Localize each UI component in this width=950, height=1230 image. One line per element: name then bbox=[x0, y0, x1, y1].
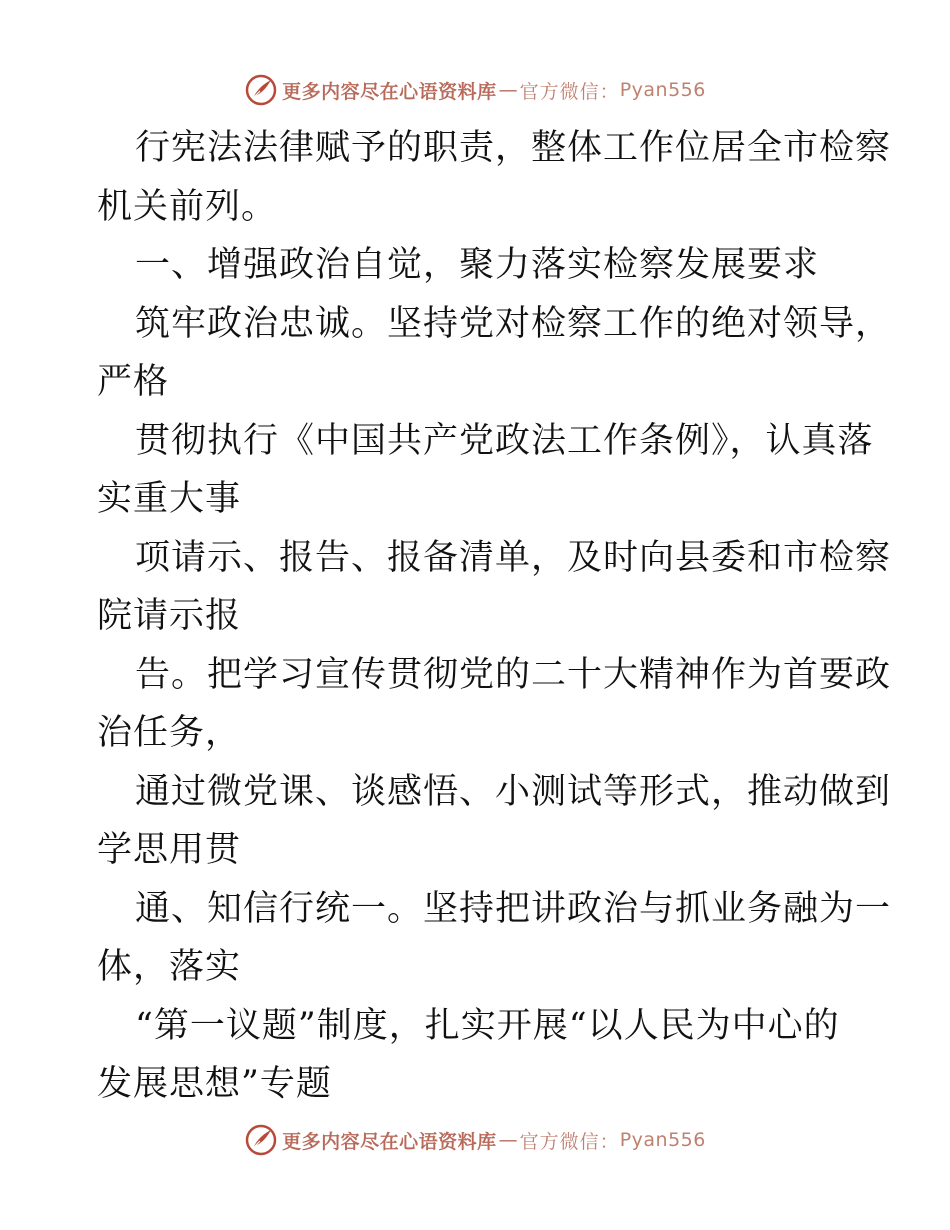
banner-separator: — bbox=[498, 1129, 518, 1151]
text-line: 项请示、报告、报备清单，及时向县委和市检察 bbox=[135, 537, 892, 578]
banner-wechat-label: 官方微信： bbox=[519, 80, 620, 103]
quill-logo-icon bbox=[244, 73, 278, 107]
quill-logo-icon bbox=[244, 1123, 278, 1157]
text-line: 学思用贯 bbox=[97, 830, 242, 870]
footer-watermark-banner bbox=[0, 1120, 950, 1160]
text-line: 发展思想”专题 bbox=[97, 1064, 332, 1104]
banner-separator: — bbox=[498, 79, 518, 101]
text-line: 通过微党课、谈感悟、小测试等形式，推动做到 bbox=[135, 771, 892, 812]
banner-wechat-id: Pyan556 bbox=[619, 1129, 706, 1151]
text-line: 院请示报 bbox=[97, 596, 242, 636]
banner-main-text: 更多内容尽在心语资料库 bbox=[282, 1130, 497, 1153]
text-line: 行宪法法律赋予的职责，整体工作位居全市检察 bbox=[135, 128, 892, 168]
text-line: 通、知信行统一。坚持把讲政治与抓业务融为一 bbox=[135, 888, 892, 929]
text-line: 实重大事 bbox=[97, 479, 242, 519]
text-line: 治任务， bbox=[97, 713, 242, 753]
header-watermark-banner bbox=[0, 70, 950, 110]
banner-wechat-id: Pyan556 bbox=[619, 79, 706, 101]
text-line: 机关前列。 bbox=[97, 186, 278, 227]
text-line: 严格 bbox=[97, 362, 170, 402]
text-line: 告。把学习宣传贯彻党的二十大精神作为首要政 bbox=[135, 654, 892, 695]
section-heading: 一、增强政治自觉，聚力落实检察发展要求 bbox=[135, 245, 820, 285]
text-line: “第一议题”制度，扎实开展“以人民为中心的 bbox=[135, 1005, 840, 1046]
text-line: 贯彻执行《中国共产党政法工作条例》，认真落 bbox=[135, 420, 874, 461]
banner-wechat-label: 官方微信： bbox=[519, 1130, 620, 1153]
text-line: 筑牢政治忠诚。坚持党对检察工作的绝对领导， bbox=[135, 303, 892, 344]
text-line: 体，落实 bbox=[97, 947, 242, 987]
document-body bbox=[97, 119, 892, 1114]
banner-main-text: 更多内容尽在心语资料库 bbox=[282, 80, 497, 103]
